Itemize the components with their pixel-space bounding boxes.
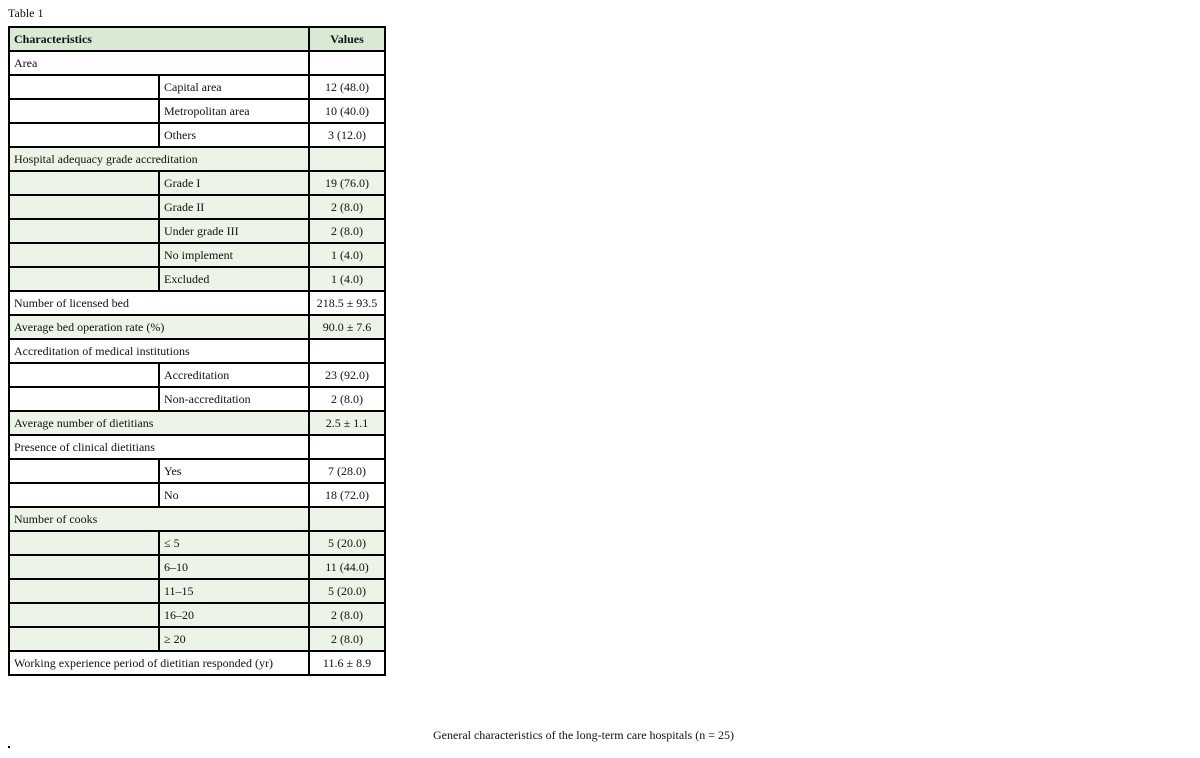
- group-label-cell: Average number of dietitians: [9, 411, 309, 435]
- value-cell: [309, 339, 385, 363]
- value-cell: 11 (44.0): [309, 555, 385, 579]
- value-cell: 2 (8.0): [309, 219, 385, 243]
- table-row: [9, 363, 385, 387]
- sub-label-cell: Metropolitan area: [159, 99, 309, 123]
- sub-label-cell: ≥ 20: [159, 627, 309, 651]
- indent-cell: [9, 99, 159, 123]
- indent-cell: [9, 171, 159, 195]
- value-cell: 10 (40.0): [309, 99, 385, 123]
- table-row: [9, 195, 385, 219]
- value-cell: 12 (48.0): [309, 75, 385, 99]
- value-cell: [309, 51, 385, 75]
- sub-label-cell: Grade II: [159, 195, 309, 219]
- indent-cell: [9, 387, 159, 411]
- sub-label-cell: No implement: [159, 243, 309, 267]
- sub-label-cell: ≤ 5: [159, 531, 309, 555]
- indent-cell: [9, 555, 159, 579]
- table-header-row: [9, 27, 385, 51]
- group-label-cell: Number of licensed bed: [9, 291, 309, 315]
- table-row: [9, 555, 385, 579]
- value-cell: 2 (8.0): [309, 195, 385, 219]
- value-cell: 7 (28.0): [309, 459, 385, 483]
- table-row: [9, 459, 385, 483]
- indent-cell: [9, 219, 159, 243]
- table-row: [9, 171, 385, 195]
- group-label-cell: Hospital adequacy grade accreditation: [9, 147, 309, 171]
- sub-label-cell: Yes: [159, 459, 309, 483]
- group-label-cell: Average bed operation rate (%): [9, 315, 309, 339]
- sub-label-cell: Capital area: [159, 75, 309, 99]
- table-row: [9, 51, 385, 75]
- table-caption: General characteristics of the long-term care hospitals (n = 25): [433, 728, 734, 742]
- table-row: [9, 579, 385, 603]
- indent-cell: [9, 627, 159, 651]
- value-cell: 5 (20.0): [309, 579, 385, 603]
- sub-label-cell: No: [159, 483, 309, 507]
- indent-cell: [9, 579, 159, 603]
- group-label-cell: Working experience period of dietitian responded (yr): [9, 651, 309, 675]
- table-row: [9, 291, 385, 315]
- indent-cell: [9, 603, 159, 627]
- table-row: [9, 435, 385, 459]
- value-cell: 2.5 ± 1.1: [309, 411, 385, 435]
- sub-label-cell: 16–20: [159, 603, 309, 627]
- value-cell: 1 (4.0): [309, 243, 385, 267]
- table-row: [9, 243, 385, 267]
- table-row: [9, 267, 385, 291]
- table-row: [9, 651, 385, 675]
- table-row: [9, 99, 385, 123]
- characteristics-table: [8, 26, 386, 676]
- table-row: [9, 603, 385, 627]
- value-cell: 19 (76.0): [309, 171, 385, 195]
- indent-cell: [9, 531, 159, 555]
- sub-label-cell: Grade I: [159, 171, 309, 195]
- table-row: [9, 507, 385, 531]
- value-cell: 218.5 ± 93.5: [309, 291, 385, 315]
- table-row: [9, 627, 385, 651]
- sub-label-cell: Excluded: [159, 267, 309, 291]
- indent-cell: [9, 75, 159, 99]
- table-row: [9, 75, 385, 99]
- value-cell: 90.0 ± 7.6: [309, 315, 385, 339]
- sub-label-cell: Non-accreditation: [159, 387, 309, 411]
- indent-cell: [9, 459, 159, 483]
- value-cell: [309, 435, 385, 459]
- table-row: [9, 531, 385, 555]
- group-label-cell: Area: [9, 51, 309, 75]
- table-row: [9, 387, 385, 411]
- table-row: [9, 339, 385, 363]
- table-label: Table 1: [8, 6, 44, 20]
- indent-cell: [9, 123, 159, 147]
- group-label-cell: Accreditation of medical institutions: [9, 339, 309, 363]
- table-row: [9, 123, 385, 147]
- header-characteristics: Characteristics: [9, 27, 309, 51]
- value-cell: [309, 147, 385, 171]
- table-row: [9, 411, 385, 435]
- value-cell: 5 (20.0): [309, 531, 385, 555]
- value-cell: [309, 507, 385, 531]
- table-row: [9, 147, 385, 171]
- indent-cell: [9, 243, 159, 267]
- value-cell: 3 (12.0): [309, 123, 385, 147]
- sub-label-cell: 11–15: [159, 579, 309, 603]
- header-values: Values: [309, 27, 385, 51]
- value-cell: 18 (72.0): [309, 483, 385, 507]
- sub-label-cell: 6–10: [159, 555, 309, 579]
- sub-label-cell: Accreditation: [159, 363, 309, 387]
- sub-label-cell: Others: [159, 123, 309, 147]
- indent-cell: [9, 483, 159, 507]
- value-cell: 2 (8.0): [309, 627, 385, 651]
- value-cell: 11.6 ± 8.9: [309, 651, 385, 675]
- value-cell: 1 (4.0): [309, 267, 385, 291]
- table-row: [9, 315, 385, 339]
- indent-cell: [9, 363, 159, 387]
- value-cell: 2 (8.0): [309, 387, 385, 411]
- group-label-cell: Presence of clinical dietitians: [9, 435, 309, 459]
- sub-label-cell: Under grade III: [159, 219, 309, 243]
- table-body: [9, 51, 385, 675]
- table-row: [9, 483, 385, 507]
- indent-cell: [9, 195, 159, 219]
- value-cell: 23 (92.0): [309, 363, 385, 387]
- table-row: [9, 219, 385, 243]
- value-cell: 2 (8.0): [309, 603, 385, 627]
- group-label-cell: Number of cooks: [9, 507, 309, 531]
- stray-dot: [8, 746, 10, 748]
- indent-cell: [9, 267, 159, 291]
